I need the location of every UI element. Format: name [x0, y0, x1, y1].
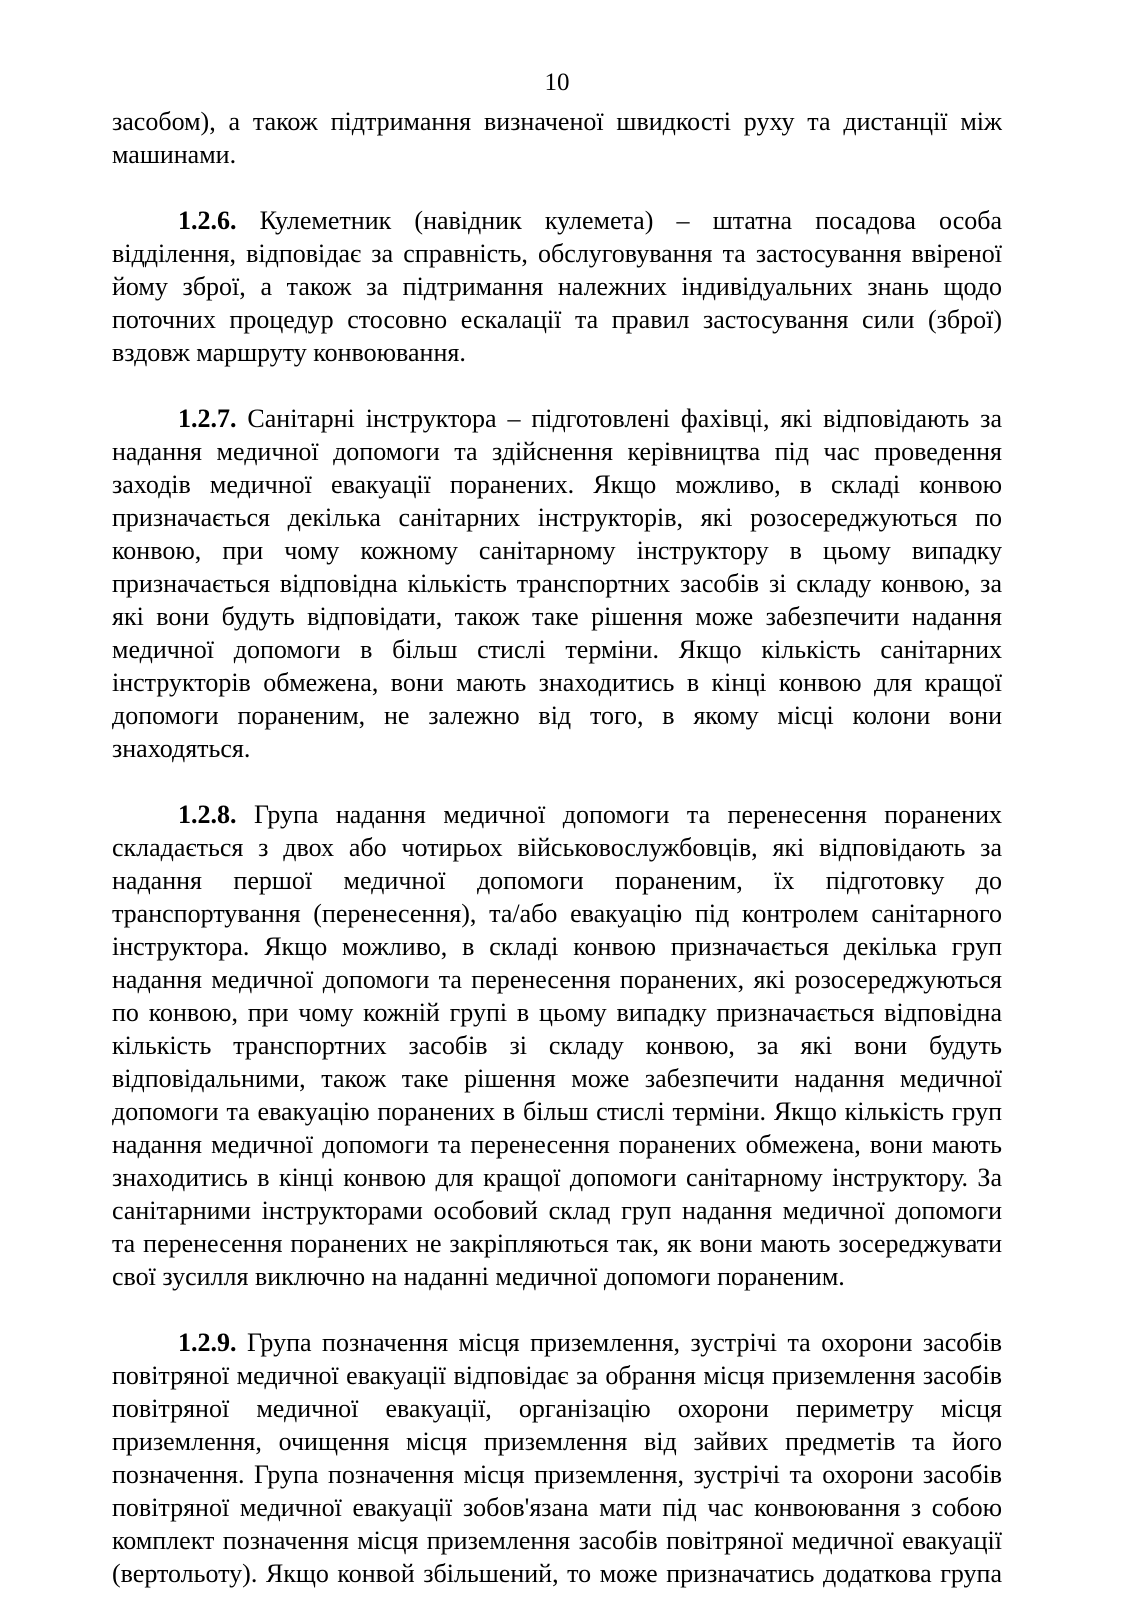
paragraph-1-2-7 [112, 402, 1002, 765]
paragraph-text: Кулеметник (навідник кулемета) – штатна посадова особа відділення, відповідає за справність, обслуговування та застосування ввіреної йому зброї, а також за підтримання належних індивідуальних знань щодо поточних процедур стосовно ескалації та правил застосування сили (зброї) вздовж маршруту конвоювання. [112, 206, 1003, 367]
paragraph-text: Санітарні інструктора – підготовлені фахівці, які відповідають за надання медичної допомоги та здійснення керівництва під час проведення заходів медичної евакуації поранених. Якщо можливо, в складі конвою призначається декілька санітарних інструкторів, які розосереджуються по конвою, при чому кожному санітарному інструктору в цьому випадку призначається відповідна кількість транспортних засобів зі складу конвою, за які вони будуть відповідати, також таке рішення може забезпечити надання медичної допомоги в більш стислі терміни. Якщо кількість санітарних інструкторів обмежена, вони мають знаходитись в кінці конвою для кращої допомоги пораненим, не залежно від того, в якому місці колони вони знаходяться. [112, 404, 1002, 763]
paragraph-number: 1.2.6. [178, 206, 237, 235]
paragraph-1-2-6 [112, 204, 1002, 369]
paragraph-text: Група надання медичної допомоги та перенесення поранених складається з двох або чотирьох військовослужбовців, які відповідають за надання першої медичної допомоги пораненим, їх підготовку до транспортування (перенесення), та/або евакуацію під контролем санітарного інструктора. Якщо можливо, в складі конвою призначається декілька груп надання медичної допомоги та перенесення поранених, які розосереджуються по конвою, при чому кожній групі в цьому випадку призначається відповідна кількість транспортних засобів зі складу конвою, за які вони будуть відповідальними, також таке рішення може забезпечити надання медичної допомоги та евакуацію поранених в більш стислі терміни. Якщо кількість груп надання медичної допомоги та перенесення поранених обмежена, вони мають знаходитись в кінці конвою для кращої допомоги санітарному інструктору. За санітарними інструкторами особовий склад груп надання медичної допомоги та перенесення поранених не закріпляються так, як вони мають зосереджувати свої зусилля виключно на наданні медичної допомоги пораненим. [112, 800, 1002, 1291]
paragraph-number: 1.2.8. [178, 800, 237, 829]
paragraph-continuation [112, 105, 1002, 171]
paragraph-number: 1.2.9. [178, 1328, 237, 1357]
paragraph-1-2-9 [112, 1326, 1002, 1590]
page-number: 10 [544, 69, 570, 96]
paragraph-1-2-8 [112, 798, 1002, 1293]
paragraph-number: 1.2.7. [178, 404, 237, 433]
paragraph-text: засобом), а також підтримання визначеної швидкості руху та дистанції між машинами. [112, 107, 1002, 169]
paragraph-text: Група позначення місця приземлення, зустрічі та охорони засобів повітряної медичної евакуації відповідає за обрання місця приземлення засобів повітряної медичної евакуації, організацію охорони периметру місця приземлення, очищення місця приземлення від зайвих предметів та його позначення. Група позначення місця приземлення, зустрічі та охорони засобів повітряної медичної евакуації зобов'язана мати під час конвоювання з собою комплект позначення місця приземлення засобів повітряної медичної евакуації (вертольоту). Якщо конвой збільшений, то може призначатись додаткова група [112, 1328, 1003, 1588]
